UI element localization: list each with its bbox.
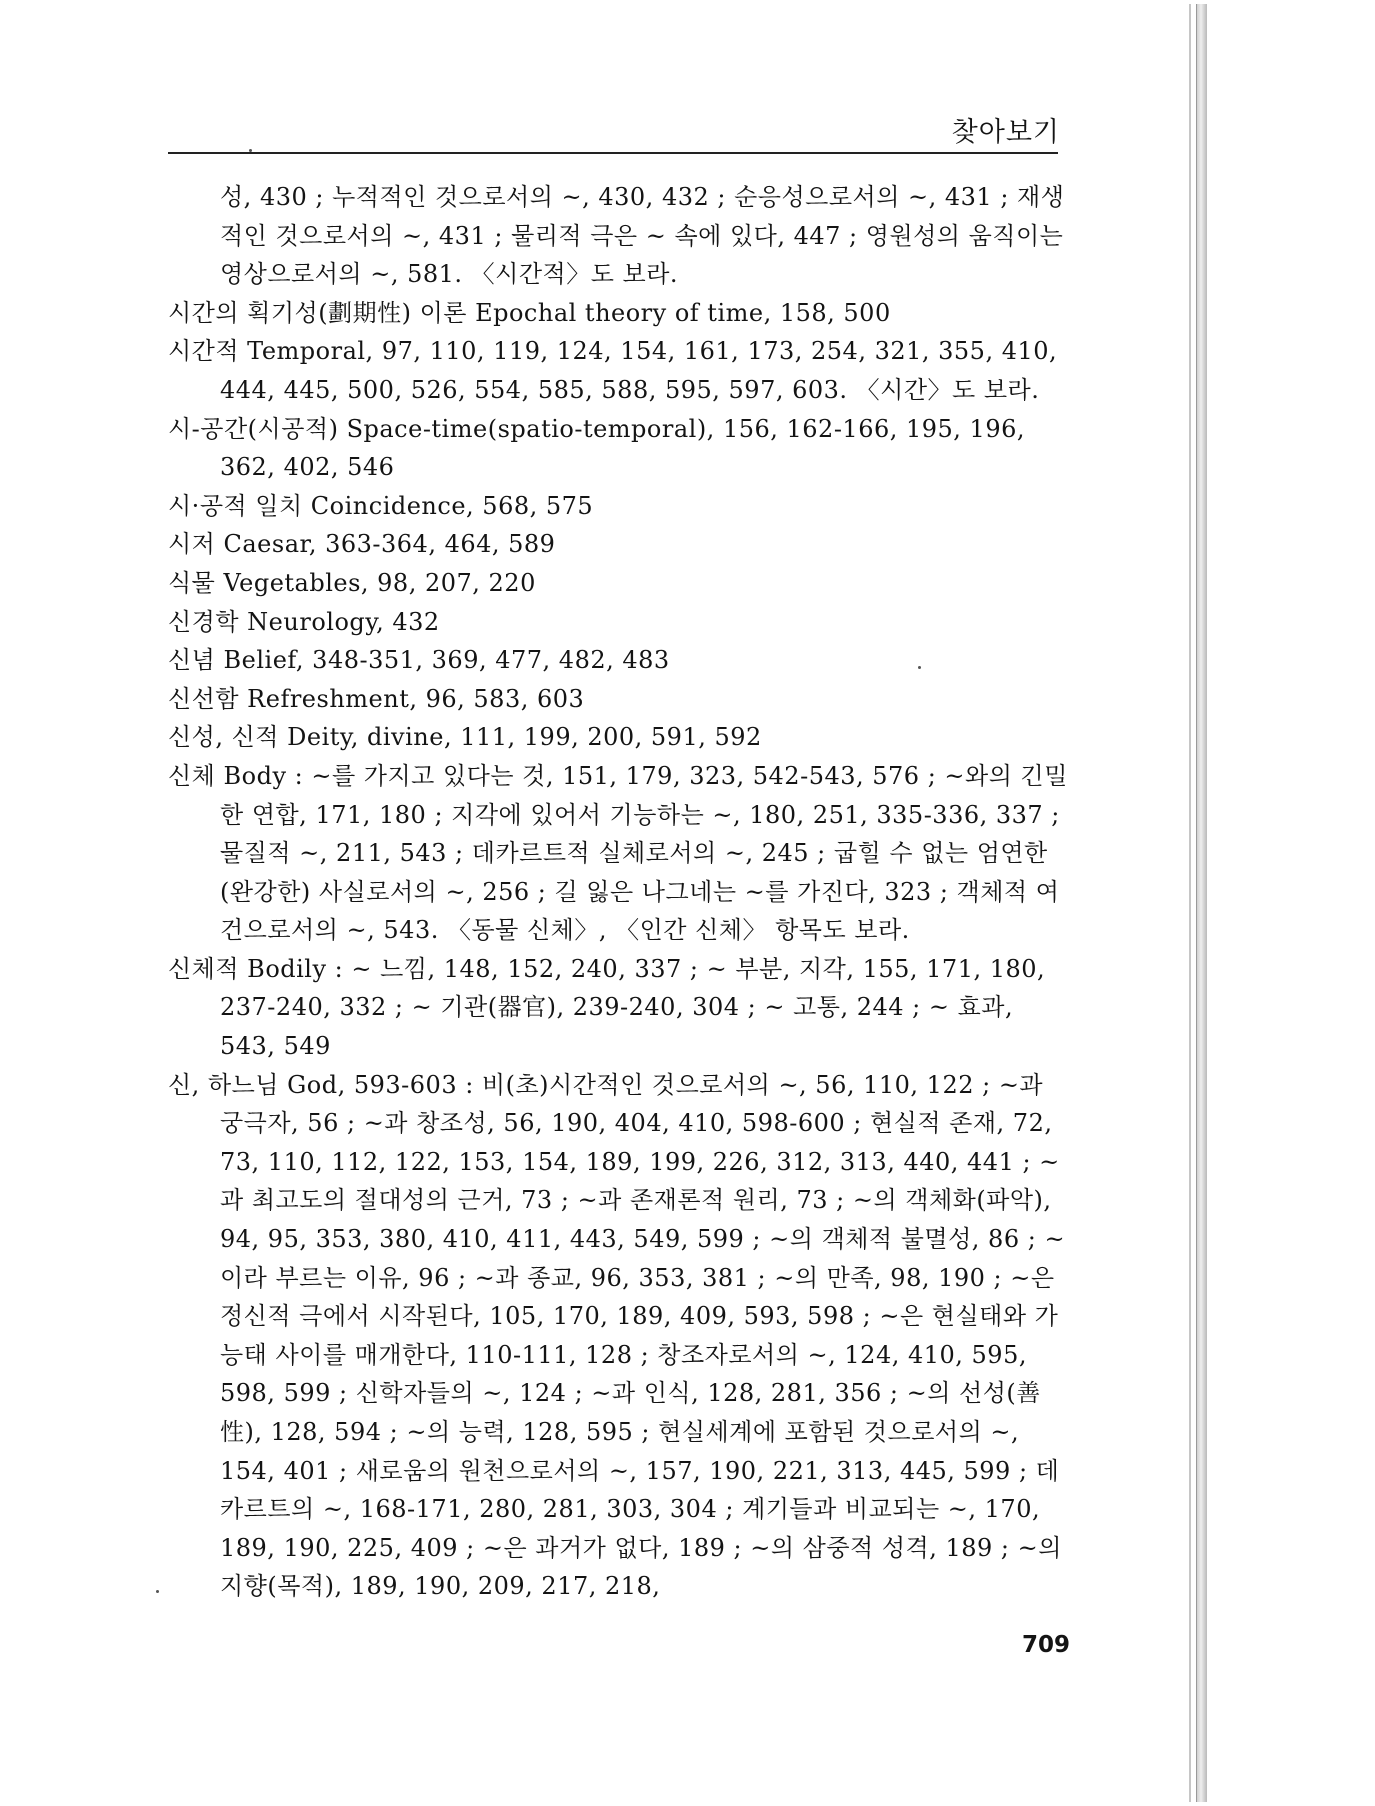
index-entry: 성, 430 ; 누적적인 것으로서의 ~, 430, 432 ; 순응성으로서의 ~, 431 ; 재생적인 것으로서의 ~, 431 ; 물리적 극은 ~ 속에 있다, 447 ; 영원성의 움직이는 영상으로서의 ~, 581. 〈시간적〉도 보라. (220, 183, 1065, 289)
print-speck (249, 149, 252, 152)
header-rule (168, 152, 1058, 154)
page-number: 709 (1021, 1632, 1070, 1658)
print-speck (156, 1590, 159, 1593)
index-entry: 식물 Vegetables, 98, 207, 220 (168, 568, 536, 597)
page-edge-shadow (1189, 4, 1191, 1802)
index-entry: 신성, 신적 Deity, divine, 111, 199, 200, 591, 592 (168, 723, 762, 752)
index-entry: 시·공적 일치 Coincidence, 568, 575 (168, 491, 594, 520)
index-entry: 신체 Body : ~를 가지고 있다는 것, 151, 179, 323, 542-543, 576 ; ~와의 긴밀한 연합, 171, 180 ; 지각에 있어서 기능하는 ~, 180, 251, 335-336, 337 ; 물질적 ~, 211, 543 ; 데카르트적 실체로서의 ~, 245 ; 굽힐 수 없는 엄연한(완강한) 사실로서의 ~, 256 ; 길 잃은 나그네는 ~를 가진다, 323 ; 객체적 여건으로서의 ~, 543. 〈동물 신체〉, 〈인간 신체〉 항목도 보라. (168, 761, 1068, 945)
index-body (168, 178, 1068, 1606)
page-edge (1196, 4, 1207, 1802)
index-entry: 시-공간(시공적) Space-time(spatio-temporal), 156, 162-166, 195, 196, 362, 402, 546 (168, 414, 1025, 482)
print-speck (918, 666, 921, 669)
index-entry: 신체적 Bodily : ~ 느낌, 148, 152, 240, 337 ; ~ 부분, 지각, 155, 171, 180, 237-240, 332 ; ~ 기관(器官), 239-240, 304 ; ~ 고통, 244 ; ~ 효과, 543, 549 (168, 954, 1046, 1061)
index-entry: 신념 Belief, 348-351, 369, 477, 482, 483 (168, 646, 670, 675)
index-entry: 신, 하느님 God, 593-603 : 비(초)시간적인 것으로서의 ~, 56, 110, 122 ; ~과 궁극자, 56 ; ~과 창조성, 56, 190, 404, 410, 598-600 ; 현실적 존재, 72, 73, 110, 112, 122, 153, 154, 189, 199, 226, 312, 313, 440, 441 ; ~과 최고도의 절대성의 근거, 73 ; ~과 존재론적 원리, 73 ; ~의 객체화(파악), 94, 95, 353, 380, 410, 411, 443, 549, 599 ; ~의 객체적 불멸성, 86 ; ~이라 부르는 이유, 96 ; ~과 종교, 96, 353, 381 ; ~의 만족, 98, 190 ; ~은 정신적 극에서 시작된다, 105, 170, 189, 409, 593, 598 ; ~은 현실태와 가능태 사이를 매개한다, 110-111, 128 ; 창조자로서의 ~, 124, 410, 595, 598, 599 ; 신학자들의 ~, 124 ; ~과 인식, 128, 281, 356 ; ~의 선성(善性), 128, 594 ; ~의 능력, 128, 595 ; 현실세계에 포함된 것으로서의 ~, 154, 401 ; 새로움의 원천으로서의 ~, 157, 190, 221, 313, 445, 599 ; 데카르트의 ~, 168-171, 280, 281, 303, 304 ; 계기들과 비교되는 ~, 170, 189, 190, 225, 409 ; ~은 과거가 없다, 189 ; ~의 삼중적 성격, 189 ; ~의 지향(목적), 189, 190, 209, 217, 218, (168, 1070, 1066, 1601)
index-entry: 신선함 Refreshment, 96, 583, 603 (168, 684, 585, 713)
index-entry: 신경학 Neurology, 432 (168, 607, 440, 636)
index-entry: 시간의 획기성(劃期性) 이론 Epochal theory of time, 158, 500 (168, 298, 891, 327)
index-entry: 시간적 Temporal, 97, 110, 119, 124, 154, 161, 173, 254, 321, 355, 410, 444, 445, 500, 526, 554, 585, 588, 595, 597, 603. 〈시간〉도 보라. (168, 337, 1058, 404)
running-head: 찾아보기 (951, 117, 1060, 148)
index-entry: 시저 Caesar, 363-364, 464, 589 (168, 530, 556, 559)
